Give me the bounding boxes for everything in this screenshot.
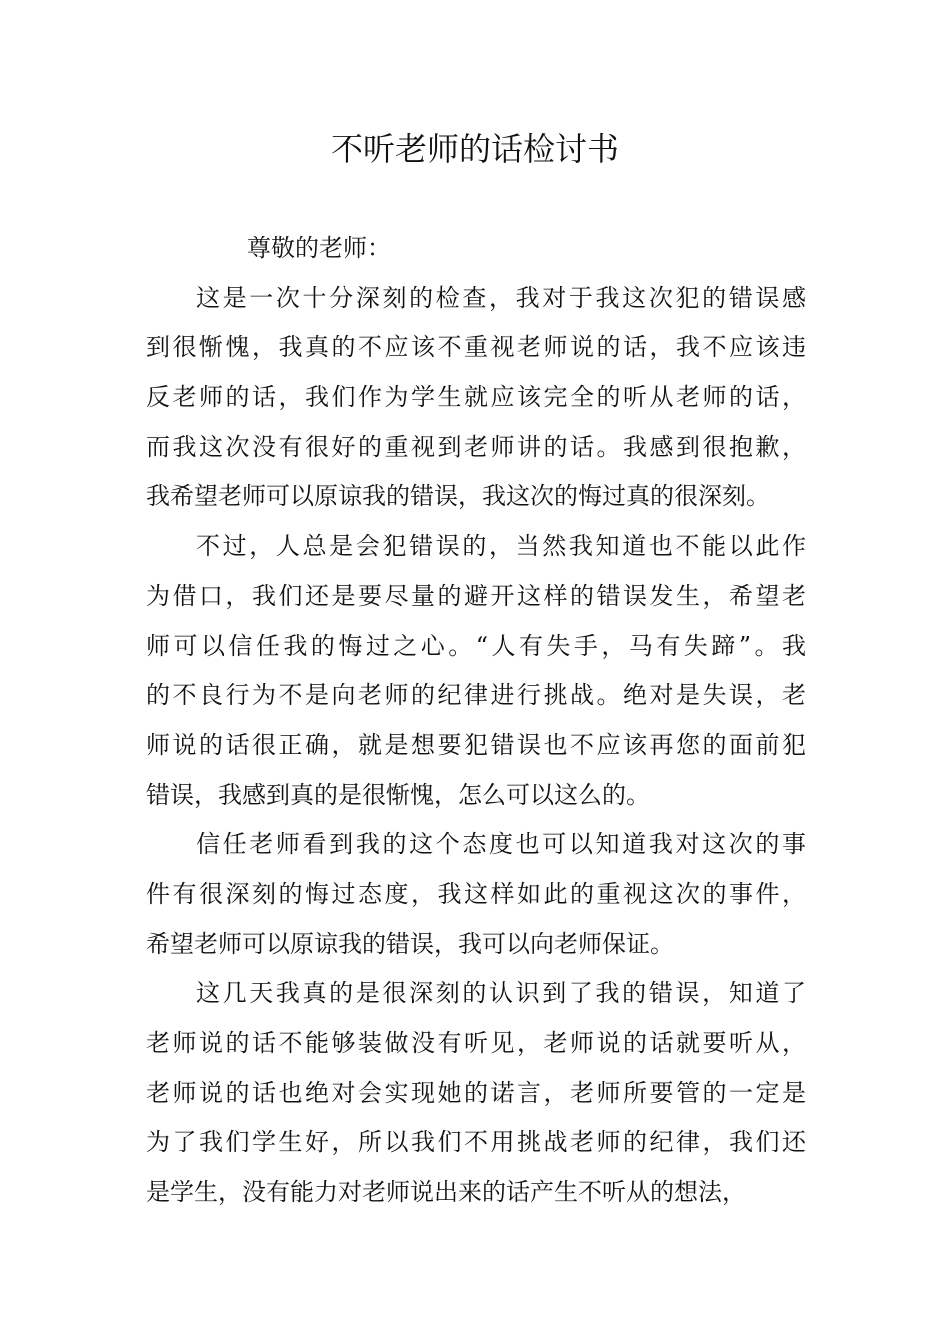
salutation: 尊敬的老师： — [247, 234, 391, 262]
paragraph-line: 信任老师看到我的这个态度也可以知道我对这次的事 — [196, 830, 806, 859]
paragraph-line: 而我这次没有很好的重视到老师讲的话。我感到很抱歉， — [146, 432, 806, 461]
paragraph-line: 件有很深刻的悔过态度，我这样如此的重视这次的事件， — [146, 879, 806, 908]
paragraph-line: 反老师的话，我们作为学生就应该完全的听从老师的话， — [146, 383, 806, 412]
paragraph — [146, 969, 806, 1217]
paragraph-line: 为了我们学生好，所以我们不用挑战老师的纪律，我们还 — [146, 1128, 806, 1157]
paragraph-line: 是学生，没有能力对老师说出来的话产生不听从的想法， — [146, 1178, 746, 1207]
paragraph-line: 我希望老师可以原谅我的错误，我这次的悔过真的很深刻。 — [146, 482, 770, 511]
paragraph-line: 希望老师可以原谅我的错误，我可以向老师保证。 — [146, 929, 674, 958]
paragraph-list — [146, 274, 806, 1218]
document-body — [146, 224, 806, 1218]
document-title: 不听老师的话检讨书 — [330, 130, 619, 168]
paragraph-line: 错误，我感到真的是很惭愧，怎么可以这么的。 — [146, 780, 650, 809]
paragraph-line: 为借口，我们还是要尽量的避开这样的错误发生，希望老 — [146, 581, 806, 610]
paragraph-line: 到很惭愧，我真的不应该不重视老师说的话，我不应该违 — [146, 333, 806, 362]
paragraph-line: 的不良行为不是向老师的纪律进行挑战。绝对是失误，老 — [146, 681, 806, 710]
paragraph-line: 这是一次十分深刻的检查，我对于我这次犯的错误感 — [196, 283, 806, 312]
paragraph — [146, 820, 806, 969]
paragraph-line: 老师说的话也绝对会实现她的诺言，老师所要管的一定是 — [146, 1078, 806, 1107]
paragraph-line: 老师说的话不能够装做没有听见，老师说的话就要听从， — [146, 1029, 806, 1058]
paragraph-line: 这几天我真的是很深刻的认识到了我的错误，知道了 — [196, 979, 806, 1008]
paragraph-line: 师可以信任我的悔过之心。“人有失手，马有失蹄”。我 — [146, 631, 806, 660]
paragraph-line: 不过，人总是会犯错误的，当然我知道也不能以此作 — [196, 532, 806, 561]
paragraph — [146, 274, 806, 522]
paragraph-line: 师说的话很正确，就是想要犯错误也不应该再您的面前犯 — [146, 730, 806, 759]
paragraph — [146, 522, 806, 820]
